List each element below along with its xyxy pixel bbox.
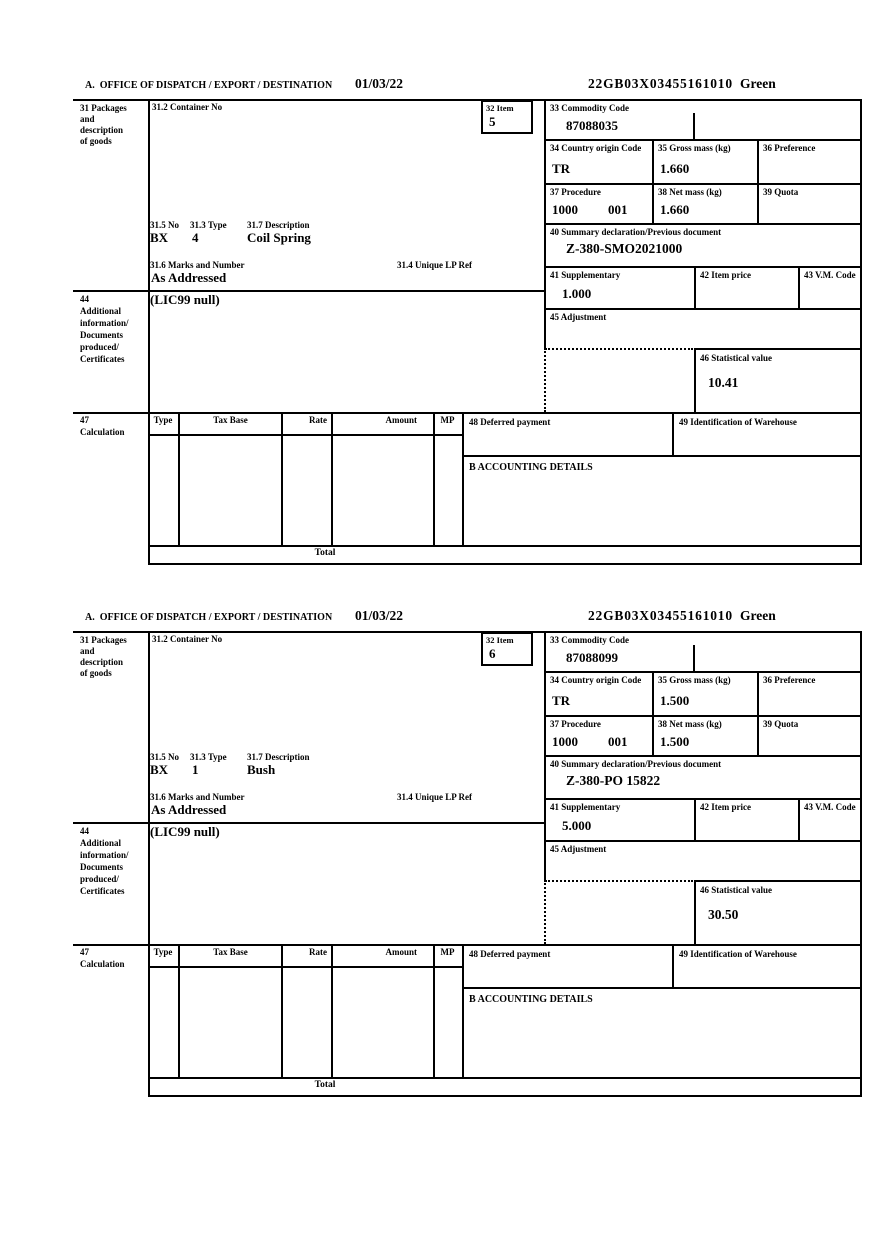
package-no-value: BX: [150, 762, 169, 777]
statistical-value-value: 30.50: [708, 907, 739, 922]
warehouse-id-label: 49 Identification of Warehouse: [679, 949, 797, 959]
adjustment-label: 45 Adjustment: [550, 312, 607, 322]
item-block: [0, 607, 882, 1099]
supplementary-units-label: 41 Supplementary: [550, 802, 621, 812]
package-no-label: 31.5 No: [150, 752, 179, 762]
commodity-code-label: 33 Commodity Code: [550, 103, 629, 113]
procedure-label: 37 Procedure: [550, 187, 601, 197]
divider-line: [178, 412, 180, 545]
box44-label: produced/: [80, 874, 119, 884]
preference-label: 36 Preference: [763, 143, 816, 153]
procedure-value: 1000: [552, 734, 578, 749]
dotted-divider: [545, 880, 693, 882]
vm-code-box: [798, 798, 860, 840]
deferred-payment-label: 48 Deferred payment: [469, 417, 551, 427]
preference-label: 36 Preference: [763, 675, 816, 685]
section-a-title: A. OFFICE OF DISPATCH / EXPORT / DESTINATION: [85, 80, 333, 91]
item-number-box: [481, 100, 533, 134]
calc-col-taxbase: Tax Base: [213, 415, 248, 425]
country-origin-box: [544, 671, 652, 715]
gross-mass-value: 1.660: [660, 161, 690, 176]
box31-label: and: [80, 646, 95, 656]
commodity-code-box: [544, 99, 862, 139]
marks-numbers-label: 31.6 Marks and Number: [150, 260, 245, 270]
divider-line: [148, 545, 862, 547]
calc-col-type: Type: [153, 415, 173, 425]
procedure-label: 37 Procedure: [550, 719, 601, 729]
box31-label: and: [80, 114, 95, 124]
summary-declaration-box: [544, 755, 862, 798]
declaration-registration-number: 22GB03X03455161010: [588, 76, 733, 91]
accounting-details-box: [462, 987, 860, 1077]
summary-declaration-value: Z-380-SMO2021000: [566, 241, 683, 256]
preference-box: [757, 139, 860, 183]
divider-line: [148, 1077, 862, 1079]
calc-col-mp: MP: [440, 415, 455, 425]
gross-mass-box: [652, 671, 757, 715]
gross-mass-label: 35 Gross mass (kg): [658, 143, 731, 153]
divider-line: [148, 1095, 862, 1097]
adjustment-label: 45 Adjustment: [550, 844, 607, 854]
divider-line: [148, 631, 150, 1097]
accounting-details-box: [462, 455, 860, 545]
warehouse-id-label: 49 Identification of Warehouse: [679, 417, 797, 427]
country-origin-value: TR: [552, 693, 571, 708]
country-origin-value: TR: [552, 161, 571, 176]
routing-channel: Green: [740, 608, 776, 623]
unique-lp-ref-label: 31.4 Unique LP Ref: [397, 260, 473, 270]
supplementary-units-box: [544, 266, 694, 308]
item-number-label: 32 Item: [486, 103, 514, 113]
marks-numbers-value: As Addressed: [151, 270, 227, 285]
procedure-qualifier-value: 001: [608, 202, 628, 217]
warehouse-id-box: [672, 944, 860, 987]
marks-numbers-value: As Addressed: [151, 802, 227, 817]
item-price-box: [694, 798, 798, 840]
divider-line: [281, 412, 283, 545]
description-label: 31.7 Description: [247, 752, 310, 762]
net-mass-label: 38 Net mass (kg): [658, 719, 722, 729]
divider-line: [178, 944, 180, 1077]
divider-line: [433, 412, 435, 545]
box44-label: 44: [80, 294, 89, 304]
package-type-label: 31.3 Type: [190, 220, 227, 230]
supplementary-units-value: 5.000: [562, 818, 592, 833]
vm-code-label: 43 V.M. Code: [804, 802, 856, 812]
calc-col-amount: Amount: [385, 947, 417, 957]
commodity-code-value: 87088035: [566, 118, 618, 133]
box44-label: Documents: [80, 862, 123, 872]
divider-line: [73, 290, 546, 292]
routing-channel: Green: [740, 76, 776, 91]
section-a-title: A. OFFICE OF DISPATCH / EXPORT / DESTINATION: [85, 612, 333, 623]
box44-label: produced/: [80, 342, 119, 352]
total-label: Total: [314, 548, 336, 558]
package-no-value: BX: [150, 230, 169, 245]
statistical-value-box: [694, 880, 860, 944]
commodity-code-box: [544, 631, 862, 671]
item-number-value: 5: [489, 114, 496, 129]
net-mass-label: 38 Net mass (kg): [658, 187, 722, 197]
item-price-box: [694, 266, 798, 308]
net-mass-value: 1.500: [660, 734, 690, 749]
total-label: Total: [314, 1080, 336, 1090]
declaration-registration-number: 22GB03X03455161010: [588, 608, 733, 623]
box44-label: Additional: [80, 306, 122, 316]
summary-declaration-box: [544, 223, 862, 266]
calc-col-amount: Amount: [385, 415, 417, 425]
divider-line: [148, 99, 150, 565]
box44-label: information/: [80, 318, 129, 328]
box47-label: 47: [80, 415, 89, 425]
vm-code-label: 43 V.M. Code: [804, 270, 856, 280]
commodity-code-subdivision: [693, 113, 695, 141]
dotted-divider: [544, 880, 546, 944]
item-number-value: 6: [489, 646, 496, 661]
calc-col-taxbase: Tax Base: [213, 947, 248, 957]
box31-label: description: [80, 125, 124, 135]
additional-info-value: (LIC99 null): [150, 824, 220, 839]
item-block: [0, 75, 882, 567]
statistical-value-value: 10.41: [708, 375, 739, 390]
box31-label: 31 Packages: [80, 103, 127, 113]
quota-box: [757, 715, 860, 755]
box31-label: of goods: [80, 136, 112, 146]
statistical-value-label: 46 Statistical value: [700, 885, 772, 895]
summary-declaration-label: 40 Summary declaration/Previous document: [550, 227, 722, 237]
summary-declaration-value: Z-380-PO 15822: [566, 773, 661, 788]
deferred-payment-label: 48 Deferred payment: [469, 949, 551, 959]
divider-line: [331, 944, 333, 1077]
box44-label: Additional: [80, 838, 122, 848]
adjustment-box: [544, 308, 862, 348]
gross-mass-label: 35 Gross mass (kg): [658, 675, 731, 685]
item-price-label: 42 Item price: [700, 270, 751, 280]
dotted-divider: [544, 348, 546, 412]
acceptance-date: 01/03/22: [355, 608, 404, 623]
box47-label: Calculation: [80, 959, 125, 969]
package-type-value: 1: [192, 762, 199, 777]
package-type-label: 31.3 Type: [190, 752, 227, 762]
box47-label: Calculation: [80, 427, 125, 437]
country-origin-label: 34 Country origin Code: [550, 143, 642, 153]
supplementary-units-value: 1.000: [562, 286, 592, 301]
box44-label: Documents: [80, 330, 123, 340]
country-origin-label: 34 Country origin Code: [550, 675, 642, 685]
box31-label: 31 Packages: [80, 635, 127, 645]
calc-col-rate: Rate: [309, 415, 327, 425]
dotted-divider: [545, 348, 693, 350]
box44-label: 44: [80, 826, 89, 836]
divider-line: [148, 966, 462, 968]
procedure-box: [544, 183, 652, 223]
preference-box: [757, 671, 860, 715]
commodity-code-subdivision: [693, 645, 695, 673]
net-mass-value: 1.660: [660, 202, 690, 217]
country-origin-box: [544, 139, 652, 183]
quota-box: [757, 183, 860, 223]
deferred-payment-box: [462, 412, 672, 455]
marks-numbers-label: 31.6 Marks and Number: [150, 792, 245, 802]
quota-label: 39 Quota: [763, 187, 799, 197]
accounting-details-label: B ACCOUNTING DETAILS: [469, 994, 593, 1005]
container-no-label: 31.2 Container No: [152, 634, 223, 644]
divider-line: [148, 563, 862, 565]
supplementary-units-box: [544, 798, 694, 840]
divider-line: [433, 944, 435, 1077]
acceptance-date: 01/03/22: [355, 76, 404, 91]
box44-label: Certificates: [80, 354, 125, 364]
divider-line: [148, 434, 462, 436]
calc-col-mp: MP: [440, 947, 455, 957]
supplementary-units-label: 41 Supplementary: [550, 270, 621, 280]
accounting-details-label: B ACCOUNTING DETAILS: [469, 462, 593, 473]
package-type-value: 4: [192, 230, 199, 245]
statistical-value-label: 46 Statistical value: [700, 353, 772, 363]
summary-declaration-label: 40 Summary declaration/Previous document: [550, 759, 722, 769]
net-mass-box: [652, 183, 757, 223]
additional-info-value: (LIC99 null): [150, 292, 220, 307]
package-no-label: 31.5 No: [150, 220, 179, 230]
vm-code-box: [798, 266, 860, 308]
box31-label: description: [80, 657, 124, 667]
calc-col-type: Type: [153, 947, 173, 957]
warehouse-id-box: [672, 412, 860, 455]
unique-lp-ref-label: 31.4 Unique LP Ref: [397, 792, 473, 802]
box44-label: Certificates: [80, 886, 125, 896]
statistical-value-box: [694, 348, 860, 412]
box44-label: information/: [80, 850, 129, 860]
description-label: 31.7 Description: [247, 220, 310, 230]
procedure-qualifier-value: 001: [608, 734, 628, 749]
procedure-box: [544, 715, 652, 755]
procedure-value: 1000: [552, 202, 578, 217]
quota-label: 39 Quota: [763, 719, 799, 729]
box47-label: 47: [80, 947, 89, 957]
divider-line: [73, 822, 546, 824]
divider-line: [281, 944, 283, 1077]
description-value: Bush: [247, 762, 276, 777]
box31-label: of goods: [80, 668, 112, 678]
divider-line: [331, 412, 333, 545]
adjustment-box: [544, 840, 862, 880]
deferred-payment-box: [462, 944, 672, 987]
gross-mass-box: [652, 139, 757, 183]
gross-mass-value: 1.500: [660, 693, 690, 708]
description-value: Coil Spring: [247, 230, 311, 245]
item-number-label: 32 Item: [486, 635, 514, 645]
net-mass-box: [652, 715, 757, 755]
commodity-code-label: 33 Commodity Code: [550, 635, 629, 645]
item-number-box: [481, 632, 533, 666]
commodity-code-value: 87088099: [566, 650, 618, 665]
container-no-label: 31.2 Container No: [152, 102, 223, 112]
calc-col-rate: Rate: [309, 947, 327, 957]
item-price-label: 42 Item price: [700, 802, 751, 812]
